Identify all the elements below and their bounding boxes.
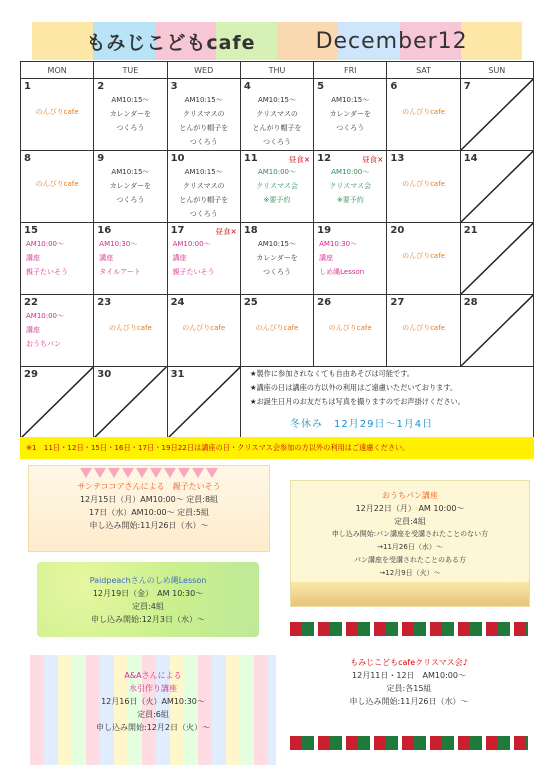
day-event-text: のんびりcafe [108,324,152,332]
day-number: 8 [24,153,31,164]
weekday-fri: FRI [314,62,387,79]
calendar-day-cell [21,223,94,295]
no-lunch-flag: 昼食× [215,227,237,236]
calendar-day-cell [167,367,240,439]
event-title: もみじこどもcafeクリスマス会♪ [350,658,468,667]
month-label: December12 [315,28,468,54]
day-event-text: のんびりcafe [182,324,226,332]
title-banner [32,22,522,60]
event-line: 定員:4組 [394,517,426,526]
day-event-text: のんびりcafe [402,324,445,332]
day-number: 19 [317,225,332,236]
day-number: 14 [463,153,478,164]
day-event-text: AM10:30～ 講座 タイルアート [99,240,141,276]
day-event-text: AM10:00～ クリスマス会 ※要予約 [329,168,372,204]
day-number: 25 [243,297,258,308]
event-line: 12月22日（月） AM 10:00～ [355,504,465,513]
calendar-day-cell [240,151,313,223]
day-number: 9 [97,153,105,164]
calendar-day-cell [460,151,533,223]
day-number: 7 [463,81,471,92]
day-event-text: AM10:00～ 講座 おうちパン [26,312,65,348]
cafe-name: もみじこどもcafe [86,31,256,54]
event-line: 12月11日・12日 AM10:00～ [352,671,466,680]
closed-day-slash [461,79,533,150]
day-number: 29 [24,369,38,380]
day-event-text: AM10:15～ カレンダーを つくろう [109,168,152,204]
calendar-day-cell [21,295,94,367]
calendar-day-cell [314,79,387,151]
day-event-text: AM10:15～ クリスマスの とんがり帽子を つくろう [179,96,229,146]
day-number: 15 [24,225,38,236]
day-event-text: AM10:15～ カレンダーを つくろう [109,96,152,132]
day-event-text: AM10:15～ クリスマスの とんがり帽子を つくろう [179,168,229,218]
event-pan [290,480,530,607]
event-line: 申し込み開始:12月3日（水）～ [91,615,205,624]
calendar-day-cell [387,151,460,223]
event-line: 申し込み開始:11月26日（水）～ [349,697,469,706]
event-line: →11月26日（水）～ [377,543,443,551]
calendar-day-cell [21,79,94,151]
calendar-day-cell [94,367,167,439]
day-number: 30 [97,369,112,380]
day-number: 31 [170,369,185,380]
calendar-day-cell [21,151,94,223]
event-line: 定員:6組 [137,710,169,719]
calendar-day-cell [387,223,460,295]
calendar-day-cell [94,223,167,295]
calendar-week-row [21,151,534,223]
event-line: 申し込み開始:パン講座を受講されたことのない方 [331,530,489,538]
day-event-text: のんびりcafe [402,180,445,188]
calendar-day-cell [314,295,387,367]
day-number: 28 [463,297,478,308]
title-text [32,22,522,60]
event-subtitle: A&Aさんによる [124,671,182,680]
day-number: 11 [243,153,258,164]
calendar-week-row [21,295,534,367]
event-line: 申し込み開始:11月26日（水）～ [89,521,209,530]
day-event-text: AM10:00～ クリスマス会 ※要予約 [256,168,298,204]
day-number: 13 [390,153,405,164]
event-line: 申し込み開始:12月2日（火）～ [96,723,210,732]
day-event-text: AM10:15～ カレンダーを つくろう [329,96,372,132]
day-number: 1 [24,81,31,92]
day-number: 24 [170,297,185,308]
calendar-day-cell [94,295,167,367]
note-line: ★お誕生日月のお友だちは写真を撮りますのでお声掛けください。 [250,397,465,406]
weekday-thu: THU [240,62,313,79]
day-event-text: のんびりcafe [402,108,445,116]
weekday-sat: SAT [387,62,460,79]
day-number: 27 [390,297,405,308]
day-event-text: のんびりcafe [328,324,372,332]
weekday-sun: SUN [460,62,533,79]
note-line: ★講座の日は講座の方以外の利用はご遠慮いただいております。 [250,383,458,392]
xmas-stripe-bottom [290,736,528,750]
weekday-wed: WED [167,62,240,79]
calendar-day-cell [94,79,167,151]
day-event-text: AM10:15～ カレンダーを つくろう [256,240,298,276]
day-number: 26 [317,297,332,308]
day-number: 16 [97,225,112,236]
day-number: 3 [170,81,178,92]
calendar-week-row [21,79,534,151]
day-event-text: のんびりcafe [255,324,299,332]
day-number: 4 [243,81,251,92]
day-number: 18 [243,225,258,236]
day-event-text: のんびりcafe [35,108,79,116]
event-line: 12月16日（火）AM10:30～ [101,697,205,706]
calendar-day-cell [240,295,313,367]
calendar-day-cell [167,223,240,295]
calendar-day-cell [240,223,313,295]
calendar-day-cell [240,79,313,151]
event-line: 定員:4組 [132,602,164,611]
day-number: 2 [97,81,105,92]
calendar-day-cell [167,151,240,223]
calendar-day-cell [460,79,533,151]
day-event-text: AM10:30～ 講座 しめ縄Lesson [319,240,365,276]
winter-holiday: 冬休み 12月29日～1月4日 [290,419,434,430]
day-number: 5 [317,81,325,92]
event-line: 17日（水）AM10:00～ 定員:5組 [89,508,209,517]
day-number: 17 [170,225,185,236]
day-number: 6 [390,81,398,92]
event-line: 12月19日（金） AM 10:30～ [92,589,204,598]
calendar-day-cell [387,295,460,367]
calendar-day-cell [167,295,240,367]
event-title: おうちパン講座 [382,491,438,500]
day-event-text: のんびりcafe [35,180,79,188]
calendar-day-cell [460,295,533,367]
day-event-text: AM10:00～ 講座 親子たいそう [172,240,215,276]
day-event-text: のんびりcafe [402,252,445,260]
event-oyako [28,465,270,552]
calendar-day-cell [167,79,240,151]
event-title: サンテココアさんによる 親子たいそう [77,482,221,491]
day-number: 21 [463,225,478,236]
no-lunch-flag: 昼食× [362,155,384,164]
calendar-day-cell [314,151,387,223]
calendar-day-cell [460,223,533,295]
day-number: 10 [170,153,185,164]
xmas-stripe-top [290,622,528,636]
event-title: Paidpeachさんのしめ縄Lesson [89,576,207,585]
bunting-decoration [29,468,269,480]
calendar-day-cell [387,79,460,151]
day-event-text: AM10:00～ 講座 親子たいそう [26,240,68,276]
calendar-day-cell [94,151,167,223]
event-xmas [290,652,528,732]
wheat-bread-illustration [291,582,529,606]
event-line: 12月15日（月）AM10:00～ 定員:8組 [79,495,219,504]
event-line: パン講座を受講されたことのある方 [354,556,466,564]
notes [250,367,540,409]
day-number: 23 [97,297,112,308]
weekday-mon: MON [21,62,94,79]
day-number: 22 [24,297,38,308]
weekday-header-row [21,62,534,79]
event-line: 定員:各15組 [386,684,432,693]
note-line: ★製作に参加されなくても自由あそびは可能です。 [250,369,414,378]
day-number: 12 [317,153,332,164]
calendar-day-cell [21,367,94,439]
weekday-tue: TUE [94,62,167,79]
warning-bar: ※1 11日・12日・15日・16日・17日・19日22日は講座の日・クリスマス会参加の方以外の利用はご遠慮ください。 [20,437,534,459]
day-number: 20 [390,225,405,236]
calendar-week-row [21,223,534,295]
calendar-day-cell [314,223,387,295]
day-event-text: AM10:15～ クリスマスの とんがり帽子を つくろう [252,96,302,146]
event-title: 水引作り講座 [129,684,177,693]
event-shimenawa [37,562,259,637]
no-lunch-flag: 昼食× [288,155,311,164]
event-line: →12月9日（火）～ [379,569,441,577]
event-mizuhiki [30,655,276,765]
